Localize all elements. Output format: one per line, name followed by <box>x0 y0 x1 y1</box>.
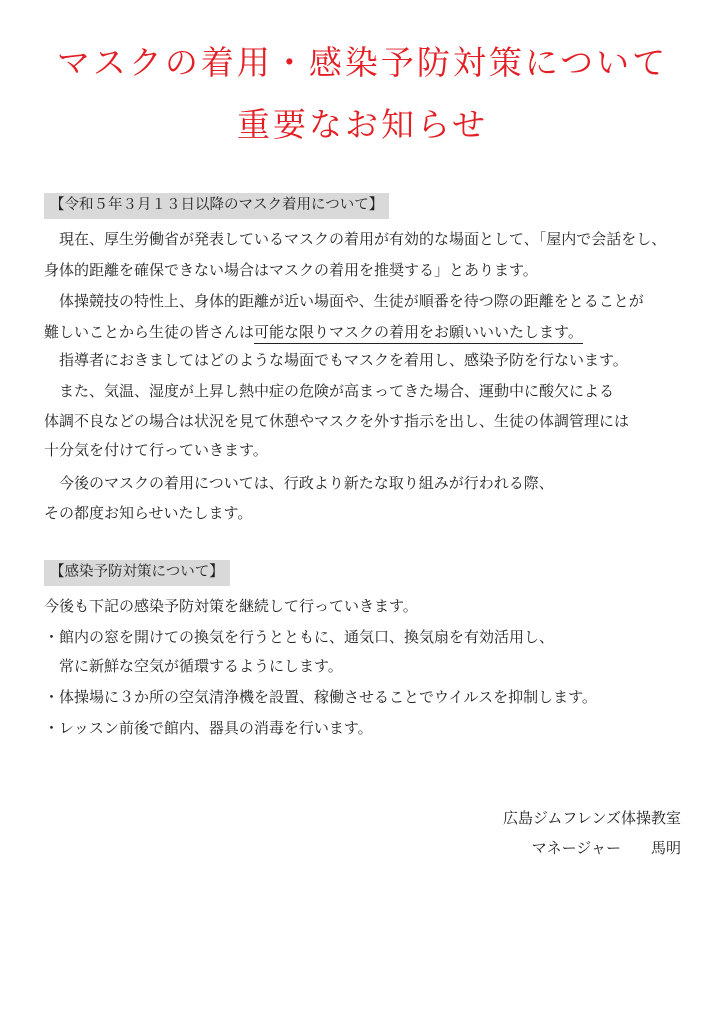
list-item: ・レッスン前後で館内、器具の消毒を行います。 <box>44 719 373 737</box>
paragraph-line: その都度お知らせいたします。 <box>44 504 253 522</box>
paragraph-text: 難しいことから生徒の皆さんは <box>44 323 255 341</box>
list-item: ・館内の窓を開けての換気を行うとともに、通気口、換気扇を有効活用し、 <box>44 628 555 646</box>
signature-person: マネージャー 馬明 <box>531 839 681 857</box>
section-heading-prevention: 【感染予防対策について】 <box>44 560 230 586</box>
paragraph-line: また、気温、湿度が上昇し熱中症の危険が高まってきた場合、運動中に酸欠による <box>59 382 615 400</box>
notice-subtitle: 重要なお知らせ <box>236 105 488 144</box>
paragraph-line: 今後のマスクの着用については、行政より新たな取り組みが行われる際、 <box>59 474 554 492</box>
signature-organization: 広島ジムフレンズ体操教室 <box>503 809 681 827</box>
paragraph-line: 指導者におきましてはどのような場面でもマスクを着用し、感染予防を行ないます。 <box>59 351 628 369</box>
list-item-continuation: 常に新鮮な空気が循環するようにします。 <box>59 657 343 675</box>
paragraph-line <box>44 325 583 340</box>
paragraph-line: 十分気を付けて行っていきます。 <box>44 441 268 459</box>
paragraph-line: 今後も下記の感染予防対策を継続して行っていきます。 <box>44 597 418 615</box>
list-item: ・体操場に３か所の空気清浄機を設置、稼働させることでウイルスを抑制します。 <box>44 688 597 706</box>
paragraph-line: 体操競技の特性上、身体的距離が近い場面や、生徒が順番を待つ際の距離をとることが <box>59 292 644 310</box>
paragraph-line: 身体的距離を確保できない場合はマスクの着用を推奨する」とあります。 <box>44 261 538 279</box>
paragraph-line: 体調不良などの場合は状況を見て休憩やマスクを外す指示を出し、生徒の体調管理には <box>44 412 630 430</box>
underlined-request: 可能な限りマスクの着用をお願いいいたします。 <box>254 323 583 344</box>
paragraph-line: 現在、厚生労働省が発表しているマスクの着用が有効的な場面として、「屋内で会話をし、 <box>59 230 667 248</box>
section-heading-mask: 【令和５年３月１３日以降のマスク着用について】 <box>44 193 389 219</box>
notice-title: マスクの着用・感染予防対策について <box>56 43 669 82</box>
